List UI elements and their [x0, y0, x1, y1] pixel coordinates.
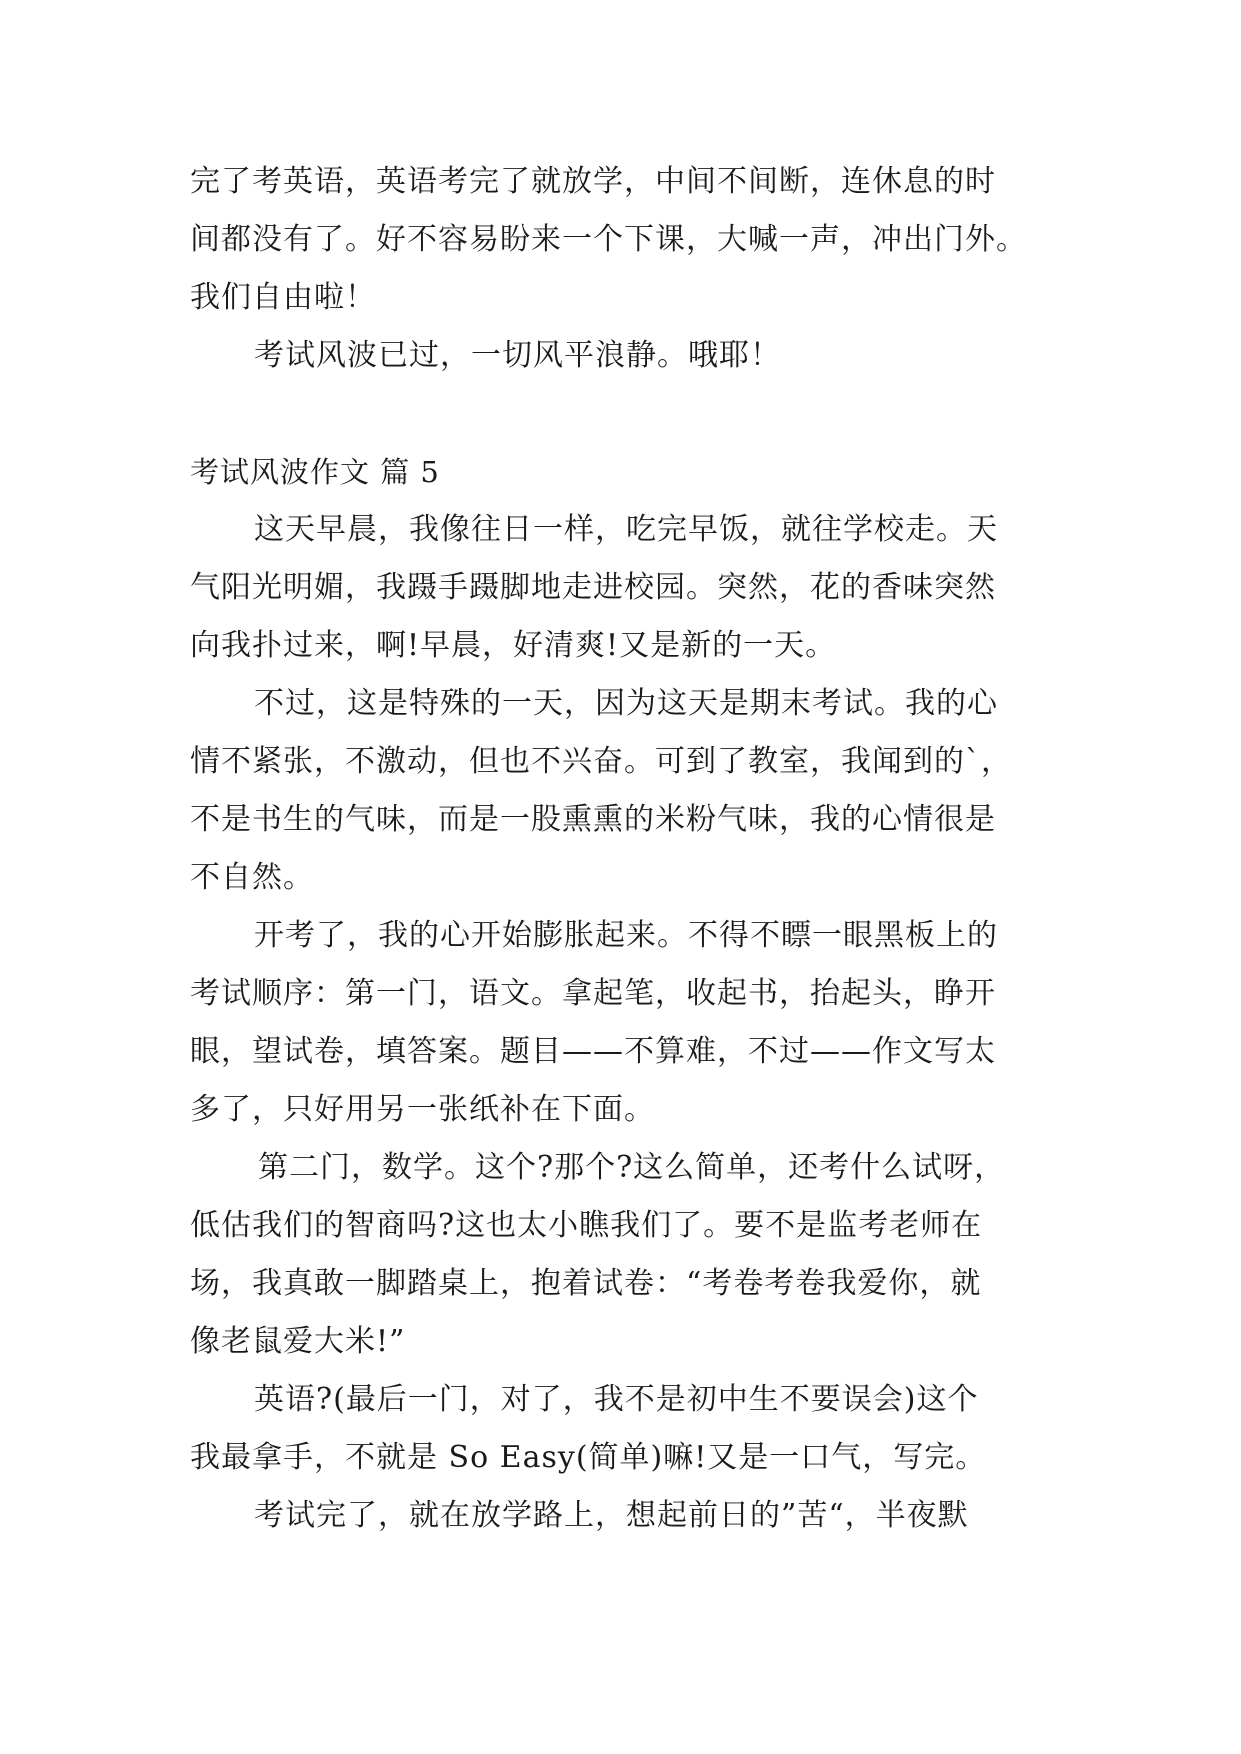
text-line: 向我扑过来，啊!早晨，好清爽!又是新的一天。: [190, 628, 837, 663]
text-line: 完了考英语，英语考完了就放学，中间不间断，连休息的时: [190, 164, 996, 199]
text-line: 开考了，我的心开始膨胀起来。不得不瞟一眼黑板上的: [254, 918, 998, 953]
text-line: 考试完了，就在放学路上，想起前日的”苦“，半夜默: [254, 1498, 969, 1533]
text-line: 考试风波已过，一切风平浪静。哦耶！: [254, 338, 781, 373]
text-line: 不过，这是特殊的一天，因为这天是期末考试。我的心: [254, 686, 998, 721]
text-line: 多了，只好用另一张纸补在下面。: [190, 1092, 655, 1127]
text-line: 英语?(最后一门，对了，我不是初中生不要误会)这个: [254, 1382, 979, 1417]
text-line: 第二门，数学。这个?那个?这么简单，还考什么试呀，: [258, 1150, 1006, 1185]
text-line: 考试顺序：第一门，语文。拿起笔，收起书，抬起头，睁开: [190, 976, 996, 1011]
text-line: 我最拿手，不就是 So Easy(简单)嘛!又是一口气，写完。: [190, 1440, 987, 1475]
text-line: 像老鼠爱大米!”: [190, 1324, 406, 1359]
text-line: 低估我们的智商吗?这也太小瞧我们了。要不是监考老师在: [190, 1208, 983, 1243]
text-line: 这天早晨，我像往日一样，吃完早饭，就往学校走。天: [254, 512, 998, 547]
text-line: 场，我真敢一脚踏桌上，抱着试卷：“考卷考卷我爱你，就: [190, 1266, 982, 1301]
text-line: 眼，望试卷，填答案。题目——不算难，不过——作文写太: [190, 1034, 996, 1069]
text-line: 间都没有了。好不容易盼来一个下课，大喊一声，冲出门外。: [190, 222, 1027, 257]
text-line: 不是书生的气味，而是一股熏熏的米粉气味，我的心情很是: [190, 802, 996, 837]
text-line: 我们自由啦！: [190, 280, 376, 315]
text-line: 情不紧张，不激动，但也不兴奋。可到了教室，我闻到的`，: [190, 744, 1012, 779]
text-line: 气阳光明媚，我蹑手蹑脚地走进校园。突然，花的香味突然: [190, 570, 996, 605]
section-heading: 考试风波作文 篇 5: [190, 455, 440, 489]
text-line: 不自然。: [190, 860, 314, 895]
